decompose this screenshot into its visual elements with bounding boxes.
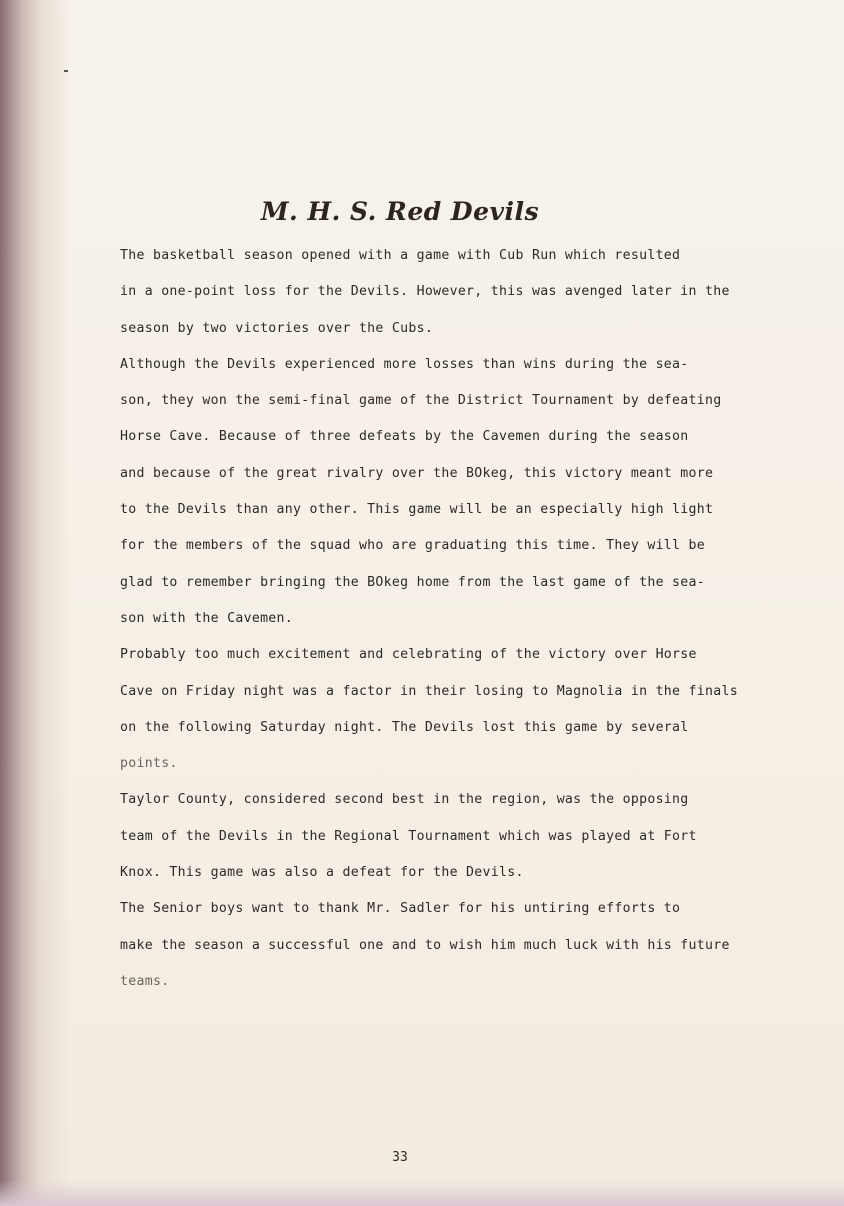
paragraph-1: [120, 238, 730, 347]
paragraph-2: [120, 347, 720, 637]
paragraph-3: [120, 637, 738, 782]
text-line: son, they won the semi-final game of the District Tournament by defeating: [120, 393, 722, 409]
text-line: Probably too much excitement and celebrating of the victory over Horse: [120, 647, 697, 663]
ink-speck: [64, 70, 68, 72]
text-line: for the members of the squad who are graduating this time. They will be: [120, 538, 706, 554]
text-line: son with the Cavemen.: [120, 610, 294, 626]
text-line: Knox. This game was also a defeat for the Devils.: [120, 865, 524, 881]
text-line: The basketball season opened with a game with Cub Run which resulted: [120, 248, 681, 263]
text-line: on the following Saturday night. The Devils lost this game by several: [120, 719, 689, 735]
text-line: Although the Devils experienced more losses than wins during the sea-: [120, 356, 689, 372]
text-line: Taylor County, considered second best in the region, was the opposing: [120, 792, 689, 808]
text-line: to the Devils than any other. This game will be an especially high light: [120, 502, 714, 518]
paragraph-4: [120, 782, 720, 891]
text-line: and because of the great rivalry over the BOkeg, this victory meant more: [120, 465, 714, 481]
page-binding-shadow: [0, 0, 70, 1206]
paragraph-5: [120, 891, 730, 1000]
page-bottom-edge: [0, 1180, 844, 1206]
text-line: Horse Cave. Because of three defeats by the Cavemen during the season: [120, 429, 689, 445]
text-line: glad to remember bringing the BOkeg home from the last game of the sea-: [120, 574, 706, 590]
text-line: Cave on Friday night was a factor in their losing to Magnolia in the finals: [120, 683, 738, 699]
text-line: make the season a successful one and to wish him much luck with his future: [120, 937, 730, 953]
text-line: points.: [120, 756, 178, 772]
article-body: [120, 238, 738, 1000]
text-line: team of the Devils in the Regional Tournament which was played at Fort: [120, 828, 697, 844]
text-line: The Senior boys want to thank Mr. Sadler for his untiring efforts to: [120, 901, 681, 917]
text-line: teams.: [120, 973, 170, 989]
text-line: in a one-point loss for the Devils. However, this was avenged later in the: [120, 284, 730, 300]
page-number: 33: [392, 1150, 408, 1165]
page-title: M. H. S. Red Devils: [260, 197, 540, 226]
text-line: season by two victories over the Cubs.: [120, 320, 434, 336]
